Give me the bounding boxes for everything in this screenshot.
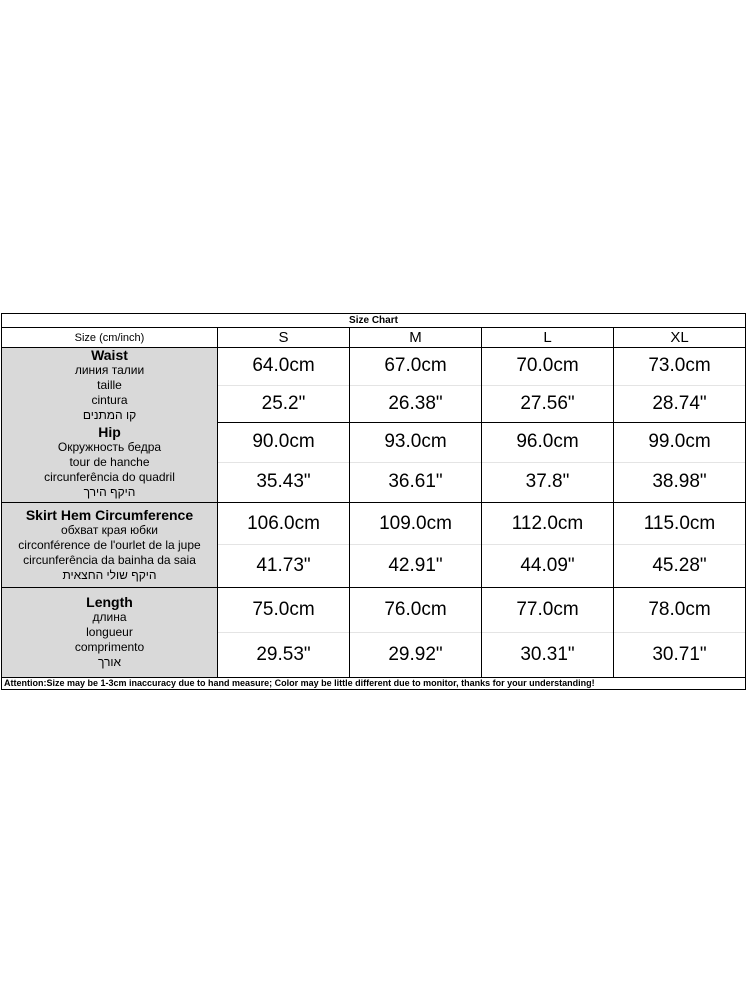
values-col-m	[350, 348, 482, 423]
chart-title: Size Chart	[2, 314, 745, 328]
row-label-hip	[2, 423, 218, 502]
values-col-m	[350, 588, 482, 677]
values-col-l	[482, 588, 614, 677]
value-inch: 29.92"	[388, 643, 443, 665]
row-group-waist	[2, 348, 745, 423]
value-inch: 26.38"	[388, 393, 443, 415]
header-size-unit-label: Size (cm/inch)	[2, 328, 218, 347]
value-cm: 73.0cm	[614, 348, 745, 386]
value-inch: 35.43"	[256, 471, 311, 493]
value-cm: 96.0cm	[482, 423, 613, 463]
value-inch: 36.61"	[388, 471, 443, 493]
translation-he: היקף שולי החצאית	[62, 567, 157, 582]
value-cm: 67.0cm	[350, 348, 481, 386]
values-col-m	[350, 423, 482, 502]
translation-he: אורך	[97, 655, 122, 669]
values-col-m	[350, 503, 482, 587]
value-cm: 76.0cm	[350, 588, 481, 633]
header-size-xl: XL	[670, 329, 689, 346]
values-col-xl	[614, 423, 745, 502]
row-group-skirt-hem	[2, 503, 745, 588]
translation-ru: длина	[92, 610, 127, 624]
header-size-s: S	[218, 328, 350, 347]
value-inch: 44.09"	[520, 555, 575, 576]
row-label-skirt-hem	[2, 503, 218, 587]
value-inch: 29.53"	[256, 643, 311, 665]
value-cm: 115.0cm	[614, 503, 745, 545]
values-col-xl	[614, 348, 745, 423]
value-cm: 77.0cm	[482, 588, 613, 633]
translation-ru: линия талии	[74, 363, 145, 377]
values-col-s	[218, 588, 350, 677]
value-cm: 90.0cm	[218, 423, 349, 463]
value-inch: 41.73"	[256, 555, 311, 576]
translation-ru: Окружность бедра	[57, 440, 162, 454]
value-cm: 93.0cm	[350, 423, 481, 463]
value-cm: 109.0cm	[350, 503, 481, 545]
translation-he: היקף הירך	[83, 485, 136, 499]
values-col-s	[218, 423, 350, 502]
value-inch: 37.8"	[525, 471, 570, 493]
translation-pt: circunferência do quadril	[44, 470, 175, 484]
value-cm: 112.0cm	[482, 503, 613, 545]
translation-fr: longueur	[86, 625, 133, 639]
values-col-xl	[614, 588, 745, 677]
values-col-l	[482, 423, 614, 502]
translation-pt: circunferência da bainha da saia	[23, 552, 196, 567]
values-col-xl	[614, 503, 745, 587]
values-col-l	[482, 348, 614, 423]
translation-fr: taille	[97, 378, 122, 392]
row-label-waist	[2, 348, 218, 423]
value-inch: 25.2"	[261, 393, 306, 415]
value-cm: 106.0cm	[218, 503, 349, 545]
measure-name: Length	[86, 594, 133, 610]
value-inch: 27.56"	[520, 393, 575, 415]
value-cm: 99.0cm	[614, 423, 745, 463]
size-chart-table	[1, 313, 746, 690]
translation-pt: comprimento	[74, 640, 145, 654]
value-cm: 64.0cm	[218, 348, 349, 386]
header-size-l: L	[482, 328, 614, 347]
translation-fr: tour de hanche	[69, 455, 150, 469]
value-inch: 30.71"	[652, 643, 707, 665]
header-row	[2, 328, 745, 348]
value-cm: 78.0cm	[614, 588, 745, 633]
translation-pt: cintura	[91, 393, 128, 407]
values-col-l	[482, 503, 614, 587]
translation-ru: обхват края юбки	[61, 522, 158, 537]
translation-fr: circonférence de l'ourlet de la jupe	[18, 537, 201, 552]
value-inch: 30.31"	[520, 643, 575, 665]
measure-name: Waist	[91, 347, 128, 363]
measure-name: Hip	[98, 424, 121, 440]
row-group-hip	[2, 423, 745, 503]
values-col-s	[218, 503, 350, 587]
value-inch: 42.91"	[388, 555, 443, 576]
attention-note: Attention:Size may be 1-3cm inaccuracy due to hand measure; Color may be little different due to monitor, thanks for your understanding!	[4, 678, 595, 688]
value-inch: 28.74"	[652, 393, 707, 415]
translation-he: קו המתנים	[82, 408, 137, 422]
header-size-m: M	[350, 328, 482, 347]
value-inch: 45.28"	[652, 555, 707, 576]
row-group-length	[2, 588, 745, 678]
value-cm: 75.0cm	[218, 588, 349, 633]
measure-name: Skirt Hem Circumference	[25, 506, 194, 523]
values-col-s	[218, 348, 350, 423]
row-label-length	[2, 588, 218, 677]
value-cm: 70.0cm	[482, 348, 613, 386]
value-inch: 38.98"	[652, 471, 707, 493]
